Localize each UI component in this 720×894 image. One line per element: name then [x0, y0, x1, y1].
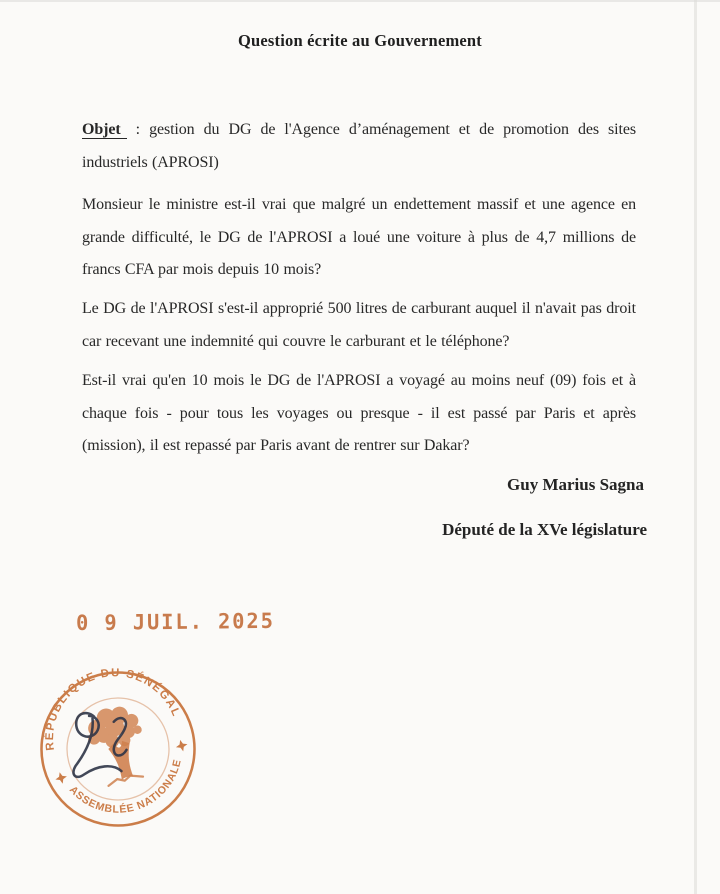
- date-stamp: 0 9 JUIL. 2025: [75, 608, 275, 635]
- star-icon: [54, 771, 69, 786]
- star-icon: [174, 738, 189, 753]
- scan-top-edge: [0, 0, 720, 2]
- body-paragraph: Le DG de l'APROSI s'est-il approprié 500 litres de carburant auquel il n'avait pas droit car recevant une indemnité qui couvre le carburant et le téléphone?: [82, 300, 636, 350]
- signature-role: Député de la XVe législature: [442, 520, 647, 539]
- body-paragraph: Monsieur le ministre est-il vrai que malgré un endettement massif et une agence en grande difficulté, le DG de l'APROSI a loué une voiture à plus de 4,7 millions de francs CFA par mois depuis 10 mois?: [82, 196, 636, 278]
- subject-text: gestion du DG de l'Agence d’aménagement et de promotion des sites industriels (APROSI): [82, 121, 636, 171]
- subject-line: [82, 114, 636, 179]
- signature-name: Guy Marius Sagna: [507, 475, 644, 494]
- scan-page-edge: [694, 0, 697, 894]
- national-seal: [33, 664, 203, 834]
- document-title: Question écrite au Gouvernement: [237, 31, 483, 50]
- subject-separator: :: [126, 121, 150, 138]
- seal-top-text: RÉPUBLIQUE DU SÉNÉGAL: [43, 667, 183, 752]
- subject-label: Objet: [82, 121, 127, 139]
- seal-graphic: [33, 664, 203, 834]
- body-paragraph: Est-il vrai qu'en 10 mois le DG de l'APROSI a voyagé au moins neuf (09) fois et à chaque fois - pour tous les voyages ou presque - il est passé par Paris et après (mission), il est repassé par Paris avant de rentrer sur Dakar?: [82, 372, 636, 454]
- seal-bottom-text: ASSEMBLÉE NATIONALE: [66, 757, 184, 816]
